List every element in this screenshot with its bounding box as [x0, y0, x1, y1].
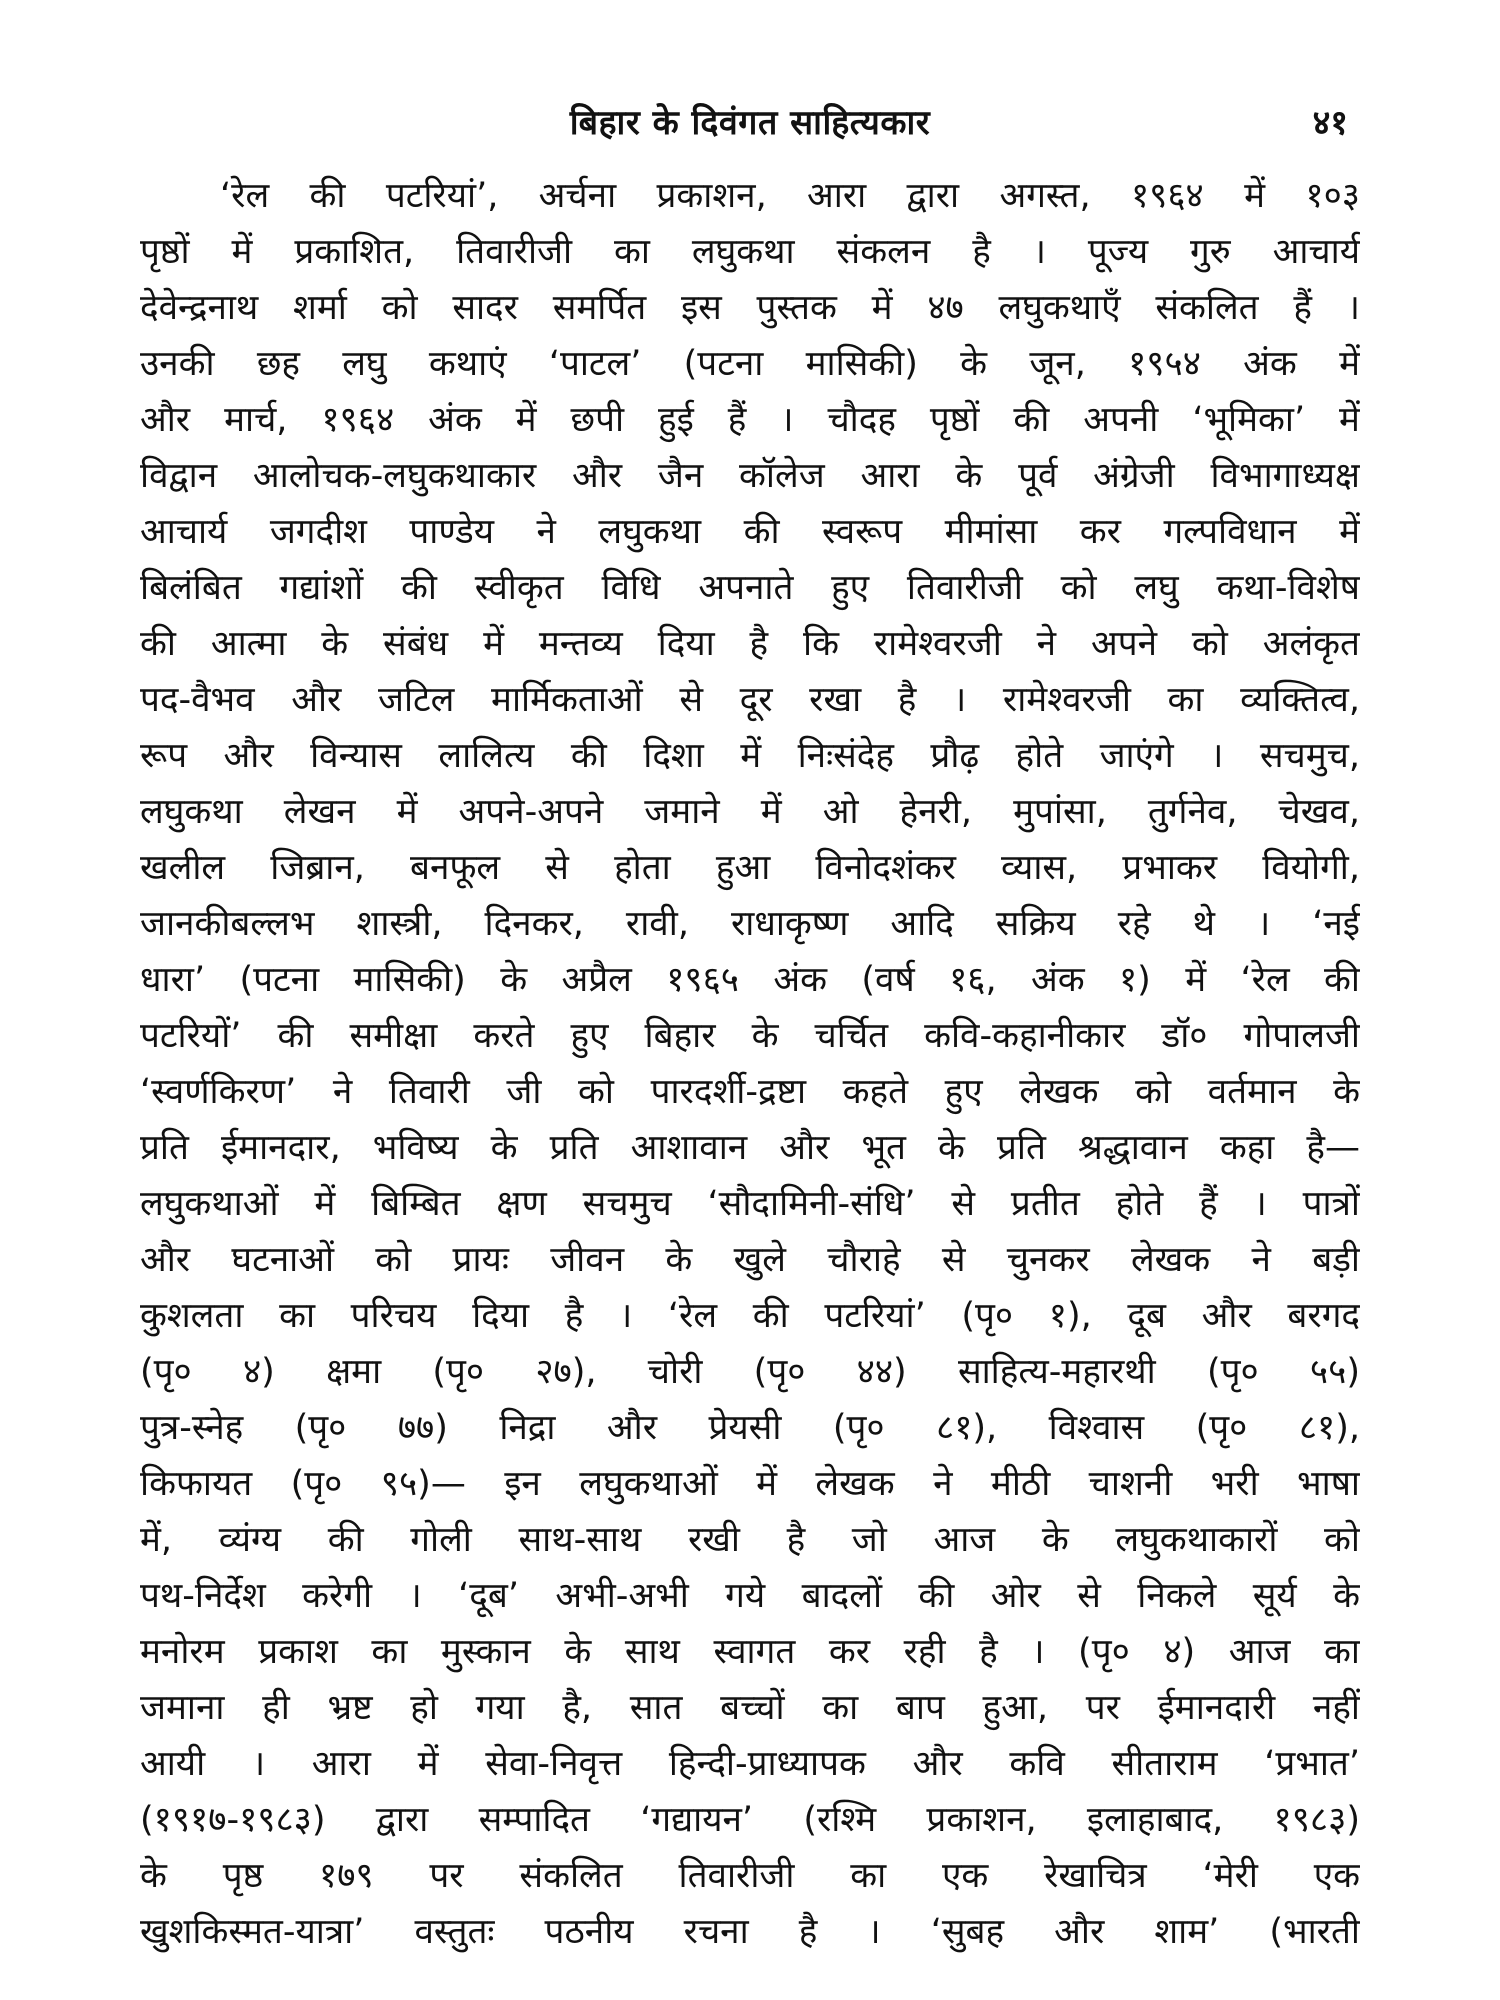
page-number: ४१ [1312, 103, 1348, 143]
text-line: पृष्ठों में प्रकाशित, तिवारीजी का लघुकथा संकलन है । पूज्य गुरु आचार्य [140, 232, 1360, 272]
running-header [140, 98, 1360, 146]
text-line: में, व्यंग्य की गोली साथ-साथ रखी है जो आज के लघुकथाकारों को [140, 1520, 1360, 1560]
text-line: की आत्मा के संबंध में मन्तव्य दिया है कि रामेश्वरजी ने अपने को अलंकृत [140, 624, 1360, 664]
text-line: आचार्य जगदीश पाण्डेय ने लघुकथा की स्वरूप मीमांसा कर गल्पविधान में [140, 512, 1360, 552]
text-line: खुशकिस्मत-यात्रा’ वस्तुतः पठनीय रचना है । ‘सुबह और शाम’ (भारती [140, 1912, 1360, 1952]
text-line: लघुकथाओं में बिम्बित क्षण सचमुच ‘सौदामिनी-संधि’ से प्रतीत होते हैं । पात्रों [140, 1184, 1360, 1224]
body-paragraph [140, 168, 1360, 1960]
text-line: बिलंबित गद्यांशों की स्वीकृत विधि अपनाते हुए तिवारीजी को लघु कथा-विशेष [140, 568, 1360, 608]
text-line: उनकी छह लघु कथाएं ‘पाटल’ (पटना मासिकी) के जून, १९५४ अंक में [140, 344, 1360, 384]
text-line: जमाना ही भ्रष्ट हो गया है, सात बच्चों का बाप हुआ, पर ईमानदारी नहीं [140, 1688, 1360, 1728]
text-line: पटरियों’ की समीक्षा करते हुए बिहार के चर्चित कवि-कहानीकार डॉ० गोपालजी [140, 1016, 1360, 1056]
text-line: देवेन्द्रनाथ शर्मा को सादर समर्पित इस पुस्तक में ४७ लघुकथाएँ संकलित हैं । [140, 288, 1360, 328]
text-line: और मार्च, १९६४ अंक में छपी हुई हैं । चौदह पृष्ठों की अपनी ‘भूमिका’ में [140, 400, 1360, 440]
text-line: पद-वैभव और जटिल मार्मिकताओं से दूर रखा है । रामेश्वरजी का व्यक्तित्व, [140, 680, 1360, 720]
running-title: बिहार के दिवंगत साहित्यकार [569, 103, 931, 143]
text-line: (पृ० ४) क्षमा (पृ० २७), चोरी (पृ० ४४) साहित्य-महारथी (पृ० ५५) [140, 1352, 1360, 1392]
text-line: पुत्र-स्नेह (पृ० ७७) निद्रा और प्रेयसी (पृ० ८१), विश्वास (पृ० ८१), [140, 1408, 1360, 1448]
text-line: ‘स्वर्णकिरण’ ने तिवारी जी को पारदर्शी-द्रष्टा कहते हुए लेखक को वर्तमान के [140, 1072, 1360, 1112]
text-line: प्रति ईमानदार, भविष्य के प्रति आशावान और भूत के प्रति श्रद्धावान कहा है— [140, 1128, 1360, 1168]
text-line: आयी । आरा में सेवा-निवृत्त हिन्दी-प्राध्यापक और कवि सीताराम ‘प्रभात’ [140, 1744, 1360, 1784]
text-line: विद्वान आलोचक-लघुकथाकार और जैन कॉलेज आरा के पूर्व अंग्रेजी विभागाध्यक्ष [140, 456, 1360, 496]
text-line: मनोरम प्रकाश का मुस्कान के साथ स्वागत कर रही है । (पृ० ४) आज का [140, 1632, 1360, 1672]
text-line: कुशलता का परिचय दिया है । ‘रेल की पटरियां’ (पृ० १), दूब और बरगद [140, 1296, 1360, 1336]
text-line: रूप और विन्यास लालित्य की दिशा में निःसंदेह प्रौढ़ होते जाएंगे । सचमुच, [140, 736, 1360, 776]
text-line: (१९१७-१९८३) द्वारा सम्पादित ‘गद्यायन’ (रश्मि प्रकाशन, इलाहाबाद, १९८३) [140, 1800, 1360, 1840]
text-line: धारा’ (पटना मासिकी) के अप्रैल १९६५ अंक (वर्ष १६, अंक १) में ‘रेल की [140, 960, 1360, 1000]
text-line: पथ-निर्देश करेगी । ‘दूब’ अभी-अभी गये बादलों की ओर से निकले सूर्य के [140, 1576, 1360, 1616]
text-line: ‘रेल की पटरियां’, अर्चना प्रकाशन, आरा द्वारा अगस्त, १९६४ में १०३ [220, 176, 1360, 216]
text-line: किफायत (पृ० ९५)— इन लघुकथाओं में लेखक ने मीठी चाशनी भरी भाषा [140, 1464, 1360, 1504]
text-line: खलील जिब्रान, बनफूल से होता हुआ विनोदशंकर व्यास, प्रभाकर वियोगी, [140, 848, 1360, 888]
text-line: जानकीबल्लभ शास्त्री, दिनकर, रावी, राधाकृष्ण आदि सक्रिय रहे थे । ‘नई [140, 904, 1360, 944]
text-line: लघुकथा लेखन में अपने-अपने जमाने में ओ हेनरी, मुपांसा, तुर्गनेव, चेखव, [140, 792, 1360, 832]
text-line: के पृष्ठ १७९ पर संकलित तिवारीजी का एक रेखाचित्र ‘मेरी एक [140, 1856, 1360, 1896]
text-line: और घटनाओं को प्रायः जीवन के खुले चौराहे से चुनकर लेखक ने बड़ी [140, 1240, 1360, 1280]
